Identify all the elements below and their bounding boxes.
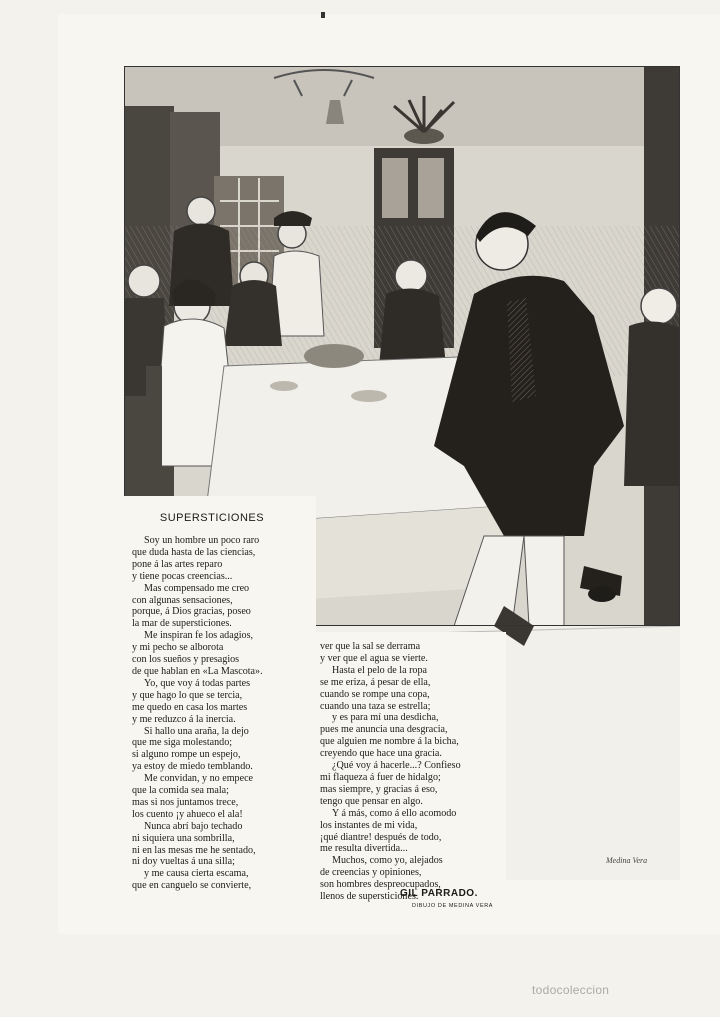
poem-line: Nunca abrí bajo techado bbox=[144, 820, 243, 832]
poem-column-right bbox=[320, 641, 461, 903]
poem-line: la mar de supersticiones. bbox=[132, 618, 232, 630]
poem-line: ni en las mesas me he sentado, bbox=[132, 844, 256, 856]
poem-line: mas si nos juntamos trece, bbox=[132, 796, 239, 808]
poem-line: y mi pecho se alborota bbox=[132, 642, 224, 654]
poem-line: Me inspiran fe los adagios, bbox=[144, 630, 254, 642]
poem-line: mi flaqueza á fuer de hidalgo; bbox=[320, 771, 441, 783]
poem-line: se me eriza, á pesar de ella, bbox=[320, 676, 431, 688]
poem-line: Mas compensado me creo bbox=[144, 582, 250, 594]
poem-line: que en canguelo se convierte, bbox=[132, 880, 252, 892]
poem-line: y es para mí una desdicha, bbox=[332, 712, 439, 724]
artist-signature: Medina Vera bbox=[606, 856, 648, 865]
poem-line: Hasta el pelo de la ropa bbox=[332, 664, 428, 676]
illustration-credit: DIBUJO DE MEDINA VERA bbox=[412, 903, 494, 909]
watermark: todocoleccion bbox=[532, 983, 610, 997]
poem-line: son hombres despreocupados, bbox=[320, 879, 441, 891]
poem-line: me resulta divertida... bbox=[320, 843, 408, 855]
poem-line: porque, á Dios gracias, poseo bbox=[132, 606, 251, 618]
poem-line: Soy un hombre un poco raro bbox=[144, 535, 260, 546]
poem-line: ¿Qué voy á hacerle...? Confieso bbox=[332, 760, 461, 772]
poem-line: ni siquiera una sombrilla, bbox=[132, 832, 235, 844]
poem-line: si alguno rompe un espejo, bbox=[132, 749, 241, 761]
poem-line: creyendo que hace una gracia. bbox=[320, 748, 442, 760]
poem-line: ver que la sal se derrama bbox=[320, 641, 421, 652]
poem-line: ¡qué diantre! después de todo, bbox=[320, 831, 442, 843]
poem-line: cuando una taza se estrella; bbox=[320, 700, 431, 712]
poem-line: Y á más, como á ello acomodo bbox=[332, 807, 457, 819]
poem-line: con los sueños y presagios bbox=[132, 654, 240, 666]
poem-line: Me convidan, y no empece bbox=[144, 773, 254, 785]
poem-line: de creencias y opiniones, bbox=[320, 867, 422, 879]
poem-line: pues me anuncia una desgracia, bbox=[320, 724, 448, 736]
poem-line: que la comida sea mala; bbox=[132, 785, 229, 797]
poem-line: Si hallo una araña, la dejo bbox=[144, 725, 249, 737]
poem-line: ni doy vueltas á una silla; bbox=[132, 856, 235, 868]
poem-line: ya estoy de miedo temblando. bbox=[132, 761, 253, 773]
ink-mark-icon bbox=[321, 12, 325, 18]
poem-column-left bbox=[132, 535, 263, 892]
poem-line: y me reduzco á la inercia. bbox=[132, 713, 236, 725]
poem-line: pone á las artes reparo bbox=[132, 558, 223, 570]
poem-line: que me siga molestando; bbox=[132, 737, 233, 749]
poem-line: y que hago lo que se tercia, bbox=[132, 689, 243, 701]
poem-line: y tiene pocas creencias... bbox=[132, 570, 233, 582]
poem-line: Yo, que voy á todas partes bbox=[144, 677, 251, 689]
poem-line: llenos de supersticiones. bbox=[320, 891, 419, 903]
poem-title: SUPERSTICIONES bbox=[159, 512, 265, 524]
poem-line: los instantes de mi vida, bbox=[320, 819, 418, 831]
poem-line: que alguien me nombre á la bicha, bbox=[320, 736, 459, 748]
poem-line: me quedo en casa los martes bbox=[132, 701, 248, 713]
poem-line: Muchos, como yo, alejados bbox=[332, 855, 443, 867]
poem-line: de que hablan en «La Mascota». bbox=[132, 665, 263, 677]
poem-line: los cuento ¡y ahueco el ala! bbox=[132, 808, 243, 820]
poem-line: cuando se rompe una copa, bbox=[320, 688, 430, 700]
poem-line: mas siempre, y gracias á eso, bbox=[320, 783, 438, 795]
poem-line: tengo que pensar en algo. bbox=[320, 795, 423, 807]
author-name: GIL PARRADO. bbox=[400, 888, 478, 899]
poem-line: y ver que el agua se vierte. bbox=[320, 652, 428, 664]
poem-line: con algunas sensaciones, bbox=[132, 594, 233, 606]
poem-line: y me causa cierta escama, bbox=[144, 868, 249, 880]
poem-line: que duda hasta de las ciencias, bbox=[132, 546, 256, 558]
